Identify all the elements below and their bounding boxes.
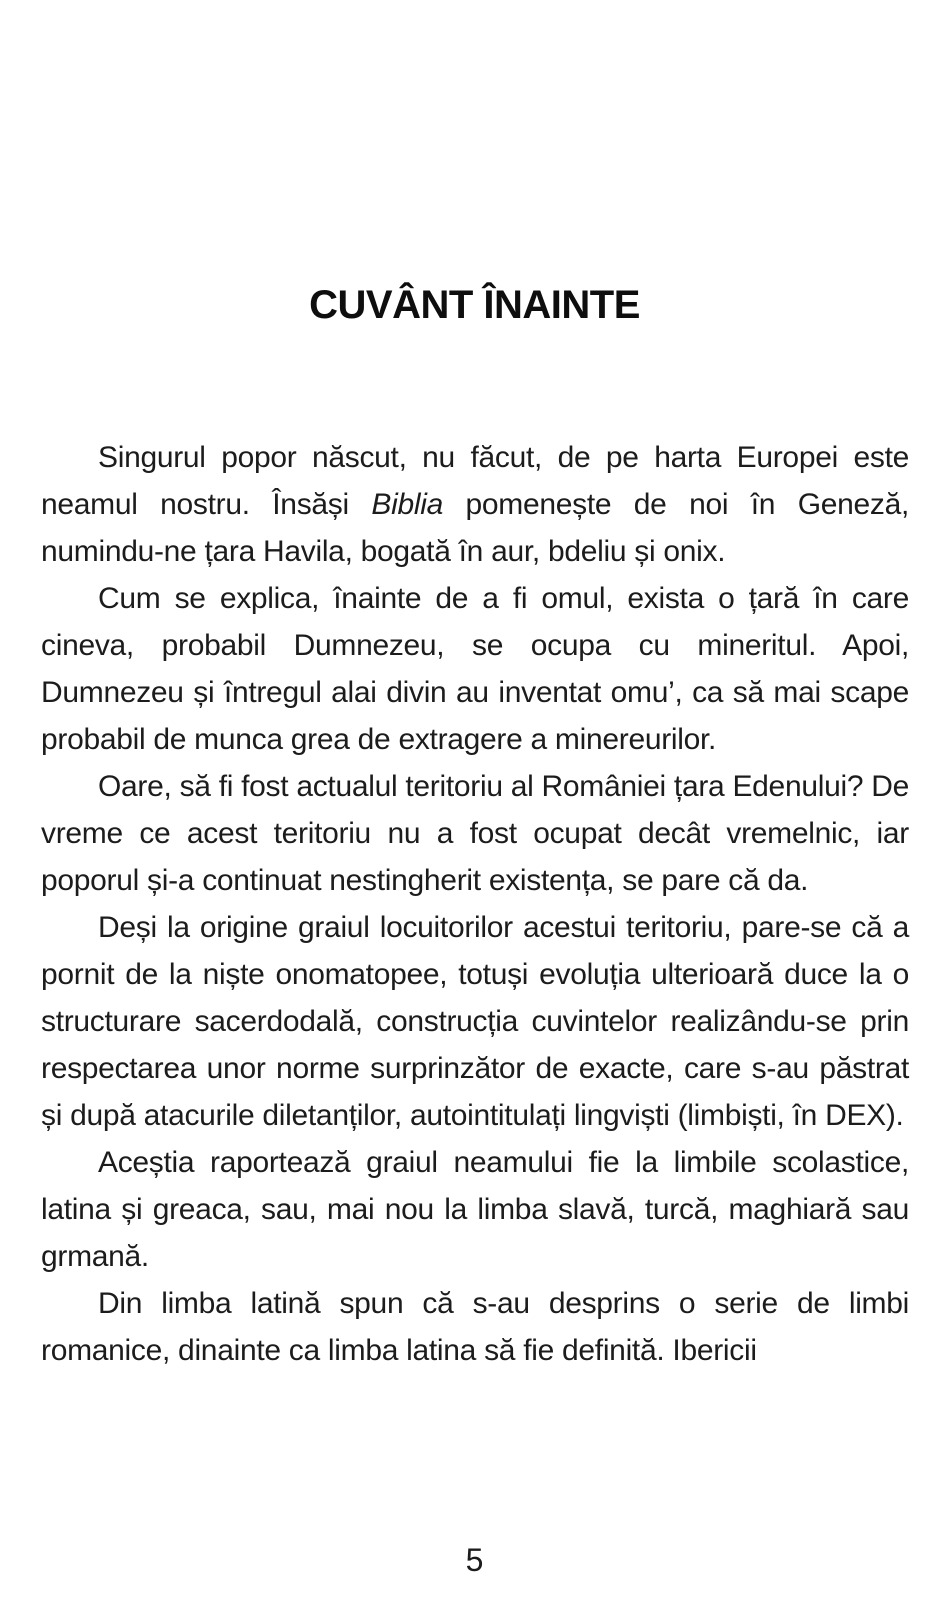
- text-run: pomenește de noi în Geneză, numindu-ne țara Havila, bogată în aur, bdeliu și onix.: [41, 488, 909, 568]
- text-run: Oare, să fi fost actualul teritoriu al României țara Edenului? De vreme ce acest teritoriu nu a fost ocupat decât vremelnic, iar poporul și-a continuat nestingherit existența, se pare că da.: [41, 770, 909, 897]
- paragraph: [41, 1280, 909, 1374]
- text-run: Cum se explica, înainte de a fi omul, exista o țară în care cineva, probabil Dumnezeu, se ocupa cu mineritul. Apoi, Dumnezeu și întregul alai divin au inventat omu’, ca să mai scape probabil de munca grea de extragere a minereurilor.: [41, 582, 909, 756]
- paragraph: [41, 904, 909, 1139]
- text-run: Deși la origine graiul locuitorilor acestui teritoriu, pare-se că a pornit de la niște onomatopee, totuși evoluția ulterioară duce la o structurare sacerdodală, construcția cuvintelor realizându-se prin respectarea unor norme surprinzător de exacte, care s-au păstrat și după atacurile diletanților, autointitulați lingviști (limbiști, în DEX).: [41, 911, 909, 1132]
- page-number: 5: [465, 1542, 484, 1578]
- chapter-title: CUVÂNT ÎNAINTE: [309, 283, 640, 327]
- paragraph: [41, 763, 909, 904]
- paragraph: [41, 1139, 909, 1280]
- paragraph: [41, 434, 909, 575]
- text-run: Aceștia raportează graiul neamului fie la limbile scolastice, latina și greaca, sau, mai nou la limba slavă, turcă, maghiară sau grmană.: [41, 1146, 909, 1273]
- italic-text: Biblia: [371, 488, 443, 521]
- text-run: Din limba latină spun că s-au desprins o serie de limbi romanice, dinainte ca limba latina să fie definită. Ibericii: [41, 1287, 909, 1367]
- paragraph: [41, 575, 909, 763]
- text-run: Singurul popor născut, nu făcut, de pe harta Europei este neamul nostru. Însăși: [41, 441, 909, 521]
- body-text: [41, 434, 909, 1374]
